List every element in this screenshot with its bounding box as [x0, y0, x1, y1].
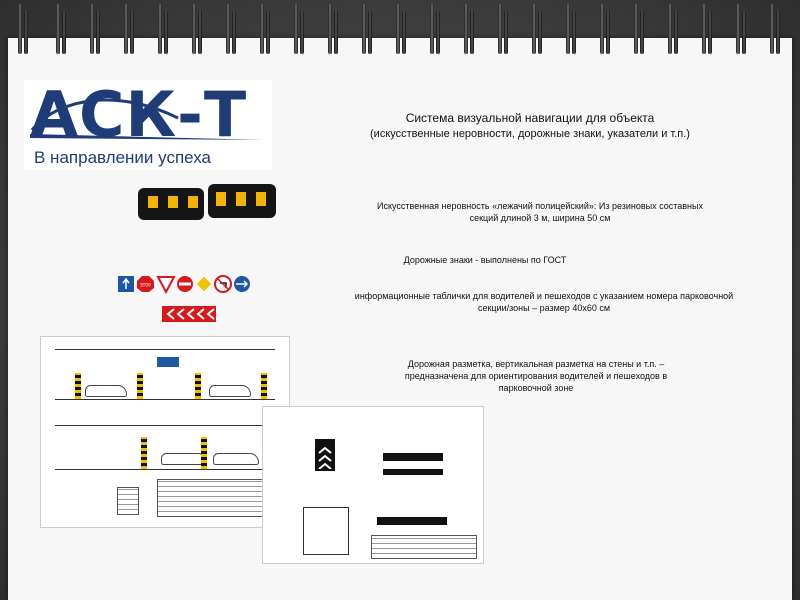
speed-bump-description: Искусственная неровность «лежачий полицейский»: Из резиновых составных секций длиной 3 м, ширина 50 см — [376, 201, 703, 223]
road-signs-description: Дорожные знаки - выполнены по ГОСТ — [403, 255, 567, 265]
priority-road-sign-icon — [196, 276, 212, 292]
logo-slogan: В направлении успеха — [34, 148, 211, 167]
chevron-marking-icon — [317, 445, 333, 469]
info-plates-description: информационные таблички для водителей и пешеходов с указанием номера парковочной секции/зоны – размер 40х60 см — [354, 291, 734, 313]
svg-text:STOP: STOP — [140, 282, 151, 288]
yield-sign-icon — [158, 277, 174, 292]
parking-section-drawing — [40, 336, 290, 528]
notebook-page — [8, 38, 792, 600]
marking-details-drawing — [262, 406, 484, 564]
company-logo — [24, 80, 272, 170]
chevron-warning-sign-icon — [162, 306, 216, 322]
binder-rings — [18, 0, 788, 58]
page-title: Система визуальной навигации для объекта — [405, 111, 655, 125]
logo-brand-text: АСК-Т — [30, 78, 248, 151]
markings-description: Дорожная разметка, вертикальная разметка на стены и т.п. – предназначена для ориентирования водителей и пешеходов в парковочной зоне — [404, 359, 668, 393]
page-subtitle: (искусственные неровности, дорожные знаки, указатели и т.п.) — [370, 128, 690, 140]
